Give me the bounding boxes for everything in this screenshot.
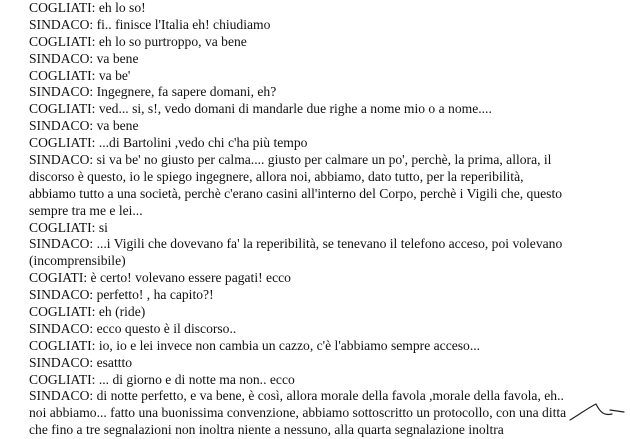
signature-mark xyxy=(566,400,626,424)
transcript-line: SINDACO: Ingegnere, fa sapere domani, eh? xyxy=(29,84,277,100)
transcript-line: SINDACO: ...i Vigili che dovevano fa' la reperibilità, se tenevano il telefono acceso, poi volevano xyxy=(29,236,563,252)
transcript-line: COGLIATI: ...di Bartolini ,vedo chi c'ha più tempo xyxy=(29,135,308,151)
transcript-line: SINDACO: ecco questo è il discorso.. xyxy=(29,320,237,336)
transcript-line: COGLIATI: ved... si, s!, vedo domani di mandarle due righe a nome mio o a nome.... xyxy=(29,101,492,117)
transcript-line: SINDACO: si va be' no giusto per calma.... giusto per calmare un po', perchè, la prima, allora, il xyxy=(29,152,552,168)
transcript-line: abbiamo tutto a una società, perchè c'erano casini all'interno del Corpo, perchè i Vigili che, questo xyxy=(29,185,563,201)
transcript xyxy=(29,0,625,439)
transcript-line: COGLIATI: eh lo so purtroppo, va bene xyxy=(29,33,247,49)
transcript-line: COGLIATI: va be' xyxy=(29,67,131,83)
transcript-line: sempre tra me e lei... xyxy=(29,202,143,218)
transcript-line: (incomprensibile) xyxy=(29,253,126,269)
transcript-line: COGLIATI: si xyxy=(29,219,108,235)
transcript-line: COGLIATI: io, io e lei invece non cambia un cazzo, c'è l'abbiamo sempre acceso... xyxy=(29,337,481,353)
transcript-line: discorso è questo, io le spiego ingegnere, allora noi, abbiamo, dato tutto, per la reperibilità, xyxy=(29,168,524,184)
transcript-line: SINDACO: perfetto! , ha capito?! xyxy=(29,287,214,303)
transcript-line: SINDACO: va bene xyxy=(29,118,139,134)
transcript-line: COGIATI: è certo! volevano essere pagati! ecco xyxy=(29,270,291,286)
transcript-line: SINDACO: di notte perfetto, e va bene, è così, allora morale della favola ,morale della favola, eh.. xyxy=(29,388,564,404)
transcript-line: SINDACO: va bene xyxy=(29,50,139,66)
transcript-line: che fino a tre segnalazioni non inoltra niente a nessuno, alla quarta segnalazione inoltra xyxy=(29,422,504,438)
transcript-line: SINDACO: esattto xyxy=(29,354,133,370)
transcript-line: noi abbiamo... fatto una buonissima convenzione, abbiamo sottoscritto un protocollo, con una ditta xyxy=(29,405,567,421)
transcript-line: COGLIATI: eh (ride) xyxy=(29,304,146,320)
transcript-line: COGLIATI: eh lo so! xyxy=(29,0,146,15)
transcript-line: COGLIATI: ... di giorno e di notte ma non.. ecco xyxy=(29,371,295,387)
transcript-line: SINDACO: fi.. finisce l'Italia eh! chiudiamo xyxy=(29,16,271,32)
